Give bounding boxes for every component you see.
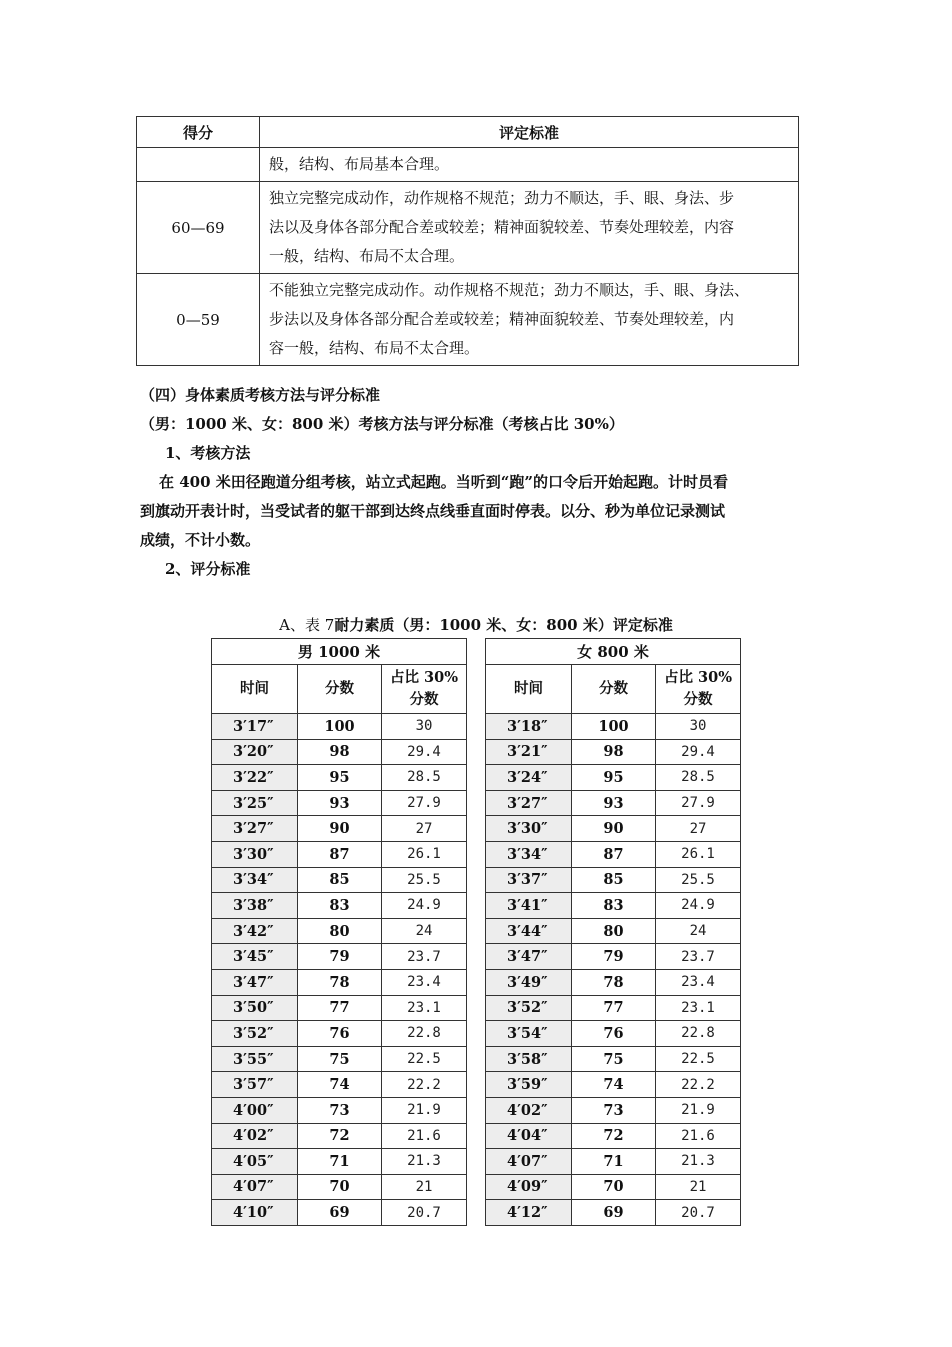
rubric-criteria-line: 一般，结构、布局不太合理。: [269, 247, 465, 265]
cell-time: 3′20″: [212, 739, 298, 765]
column-header-time: 时间: [212, 665, 298, 714]
table-title: 男 1000 米: [212, 639, 467, 665]
rubric-criteria: [260, 148, 799, 182]
table-row: [486, 1149, 741, 1175]
cell-score: 71: [572, 1149, 656, 1175]
table-row: [486, 893, 741, 919]
table-row: [212, 918, 467, 944]
section-subheading: （男：1000 米、女：800 米）考核方法与评分标准（考核占比 30%）: [140, 415, 624, 433]
cell-pct: 29.4: [382, 739, 467, 765]
cell-score: 93: [572, 790, 656, 816]
table-row: [212, 816, 467, 842]
table-row: [486, 739, 741, 765]
cell-score: 87: [298, 841, 382, 867]
cell-pct: 20.7: [382, 1200, 467, 1226]
cell-score: 87: [572, 841, 656, 867]
rubric-header-score: 得分: [137, 117, 260, 148]
cell-time: 3′24″: [486, 765, 572, 791]
cell-time: 4′09″: [486, 1174, 572, 1200]
rubric-criteria: [260, 182, 799, 274]
cell-pct: 21.3: [382, 1149, 467, 1175]
cell-time: 3′18″: [486, 714, 572, 740]
section-physical-fitness: [140, 381, 808, 584]
table-row: [486, 816, 741, 842]
rubric-score: [137, 148, 260, 182]
table-row: [212, 944, 467, 970]
cell-pct: 22.5: [382, 1046, 467, 1072]
table-row: [212, 893, 467, 919]
table-row: [486, 1021, 741, 1047]
table-row: [486, 918, 741, 944]
method-text-line: 在 400 米田径跑道分组考核，站立式起跑。当听到“跑”的口令后开始起跑。计时员看: [159, 473, 729, 491]
column-header-row: [486, 665, 741, 714]
cell-time: 3′47″: [212, 969, 298, 995]
rubric-row: [137, 182, 799, 274]
cell-time: 4′12″: [486, 1200, 572, 1226]
column-header-score: 分数: [298, 665, 382, 714]
cell-pct: 24: [382, 918, 467, 944]
cell-pct: 27.9: [656, 790, 741, 816]
cell-score: 75: [298, 1046, 382, 1072]
table-row: [212, 1046, 467, 1072]
cell-time: 3′52″: [212, 1021, 298, 1047]
column-header-pct-line: 占比 30%: [389, 669, 458, 686]
cell-score: 72: [298, 1123, 382, 1149]
table-row: [486, 995, 741, 1021]
cell-score: 70: [298, 1174, 382, 1200]
table-row: [486, 1200, 741, 1226]
cell-pct: 23.7: [382, 944, 467, 970]
table-row: [212, 1149, 467, 1175]
table-title-row: [212, 639, 467, 665]
table-caption: [0, 614, 952, 635]
table-row: [212, 1072, 467, 1098]
cell-pct: 25.5: [656, 867, 741, 893]
cell-pct: 21.6: [382, 1123, 467, 1149]
cell-score: 98: [572, 739, 656, 765]
rubric-criteria-line: 不能独立完整完成动作。动作规格不规范；劲力不顺达，手、眼、身法、: [269, 281, 750, 299]
table-row: [212, 995, 467, 1021]
cell-time: 3′52″: [486, 995, 572, 1021]
cell-score: 72: [572, 1123, 656, 1149]
table-caption-prefix: A、表 7: [279, 616, 335, 634]
table-row: [212, 739, 467, 765]
cell-pct: 23.1: [656, 995, 741, 1021]
rubric-criteria-line: 法以及身体各部分配合差或较差；精神面貌较差、节奏处理较差，内容: [269, 218, 735, 236]
table-caption-text: 耐力素质（男：1000 米、女：800 米）评定标准: [334, 616, 673, 634]
cell-pct: 22.5: [656, 1046, 741, 1072]
table-row: [212, 1021, 467, 1047]
cell-time: 4′02″: [486, 1097, 572, 1123]
cell-time: 3′41″: [486, 893, 572, 919]
cell-pct: 26.1: [656, 841, 741, 867]
cell-pct: 21.9: [382, 1097, 467, 1123]
female-800m-table: [485, 638, 741, 1226]
cell-time: 3′49″: [486, 969, 572, 995]
cell-pct: 22.2: [656, 1072, 741, 1098]
cell-score: 98: [298, 739, 382, 765]
table-row: [486, 944, 741, 970]
table-row: [212, 1200, 467, 1226]
cell-pct: 24.9: [382, 893, 467, 919]
male-table-body: [212, 714, 467, 1226]
method-text-line: 到旗动开表计时，当受试者的躯干部到达终点线垂直面时停表。以分、秒为单位记录测试: [140, 502, 726, 520]
cell-time: 4′00″: [212, 1097, 298, 1123]
cell-score: 85: [572, 867, 656, 893]
cell-time: 4′10″: [212, 1200, 298, 1226]
cell-pct: 26.1: [382, 841, 467, 867]
cell-time: 3′44″: [486, 918, 572, 944]
table-row: [486, 1097, 741, 1123]
column-header-pct-line: 分数: [409, 691, 439, 708]
cell-pct: 28.5: [382, 765, 467, 791]
cell-pct: 28.5: [656, 765, 741, 791]
cell-time: 3′59″: [486, 1072, 572, 1098]
cell-score: 69: [298, 1200, 382, 1226]
table-row: [486, 1046, 741, 1072]
rubric-criteria-line: 般，结构、布局基本合理。: [269, 155, 450, 173]
cell-score: 76: [572, 1021, 656, 1047]
cell-score: 90: [298, 816, 382, 842]
male-1000m-table: [211, 638, 467, 1226]
cell-pct: 20.7: [656, 1200, 741, 1226]
cell-time: 3′55″: [212, 1046, 298, 1072]
female-table-body: [486, 714, 741, 1226]
table-row: [212, 1097, 467, 1123]
cell-pct: 30: [656, 714, 741, 740]
cell-pct: 23.1: [382, 995, 467, 1021]
table-row: [212, 1123, 467, 1149]
method-title: 1、考核方法: [165, 444, 251, 462]
cell-score: 100: [298, 714, 382, 740]
cell-pct: 23.4: [656, 969, 741, 995]
cell-pct: 29.4: [656, 739, 741, 765]
cell-pct: 22.8: [656, 1021, 741, 1047]
cell-pct: 24.9: [656, 893, 741, 919]
cell-score: 77: [298, 995, 382, 1021]
table-row: [486, 714, 741, 740]
rubric-score: 0—59: [137, 274, 260, 366]
table-row: [486, 1072, 741, 1098]
cell-time: 3′34″: [212, 867, 298, 893]
cell-score: 78: [572, 969, 656, 995]
cell-score: 79: [572, 944, 656, 970]
cell-score: 100: [572, 714, 656, 740]
cell-score: 78: [298, 969, 382, 995]
method-text: [140, 468, 808, 555]
cell-score: 73: [572, 1097, 656, 1123]
cell-score: 77: [572, 995, 656, 1021]
cell-score: 79: [298, 944, 382, 970]
rubric-criteria-line: 容一般，结构、布局不太合理。: [269, 339, 480, 357]
table-row: [212, 765, 467, 791]
cell-score: 95: [298, 765, 382, 791]
rubric-row: [137, 148, 799, 182]
table-row: [486, 1123, 741, 1149]
cell-score: 83: [572, 893, 656, 919]
cell-score: 83: [298, 893, 382, 919]
cell-pct: 27: [656, 816, 741, 842]
cell-time: 4′07″: [212, 1174, 298, 1200]
cell-time: 3′17″: [212, 714, 298, 740]
table-row: [212, 1174, 467, 1200]
rubric-criteria-line: 独立完整完成动作，动作规格不规范；劲力不顺达，手、眼、身法、步: [269, 189, 735, 207]
rubric-criteria: [260, 274, 799, 366]
cell-pct: 23.7: [656, 944, 741, 970]
cell-time: 4′07″: [486, 1149, 572, 1175]
cell-time: 3′37″: [486, 867, 572, 893]
column-header-pct: [656, 665, 741, 714]
table-row: [212, 841, 467, 867]
cell-time: 4′05″: [212, 1149, 298, 1175]
column-header-pct-line: 占比 30%: [663, 669, 732, 686]
cell-time: 3′27″: [212, 816, 298, 842]
cell-time: 3′50″: [212, 995, 298, 1021]
cell-pct: 21.6: [656, 1123, 741, 1149]
cell-time: 3′30″: [212, 841, 298, 867]
cell-score: 74: [572, 1072, 656, 1098]
cell-score: 73: [298, 1097, 382, 1123]
rubric-header-criteria: 评定标准: [260, 117, 799, 148]
column-header-pct-line: 分数: [683, 691, 713, 708]
column-header-pct: [382, 665, 467, 714]
table-row: [486, 867, 741, 893]
table-row: [212, 867, 467, 893]
cell-pct: 21: [656, 1174, 741, 1200]
cell-time: 3′45″: [212, 944, 298, 970]
table-title: 女 800 米: [486, 639, 741, 665]
cell-score: 75: [572, 1046, 656, 1072]
cell-pct: 23.4: [382, 969, 467, 995]
cell-score: 69: [572, 1200, 656, 1226]
cell-pct: 22.2: [382, 1072, 467, 1098]
cell-time: 3′38″: [212, 893, 298, 919]
cell-score: 80: [298, 918, 382, 944]
rubric-criteria-line: 步法以及身体各部分配合差或较差；精神面貌较差、节奏处理较差，内: [269, 310, 735, 328]
cell-score: 76: [298, 1021, 382, 1047]
cell-pct: 24: [656, 918, 741, 944]
cell-time: 3′30″: [486, 816, 572, 842]
table-row: [212, 790, 467, 816]
rubric-row: [137, 274, 799, 366]
cell-pct: 21: [382, 1174, 467, 1200]
cell-time: 3′54″: [486, 1021, 572, 1047]
cell-pct: 27: [382, 816, 467, 842]
cell-time: 3′21″: [486, 739, 572, 765]
column-header-score: 分数: [572, 665, 656, 714]
cell-score: 70: [572, 1174, 656, 1200]
table-row: [486, 790, 741, 816]
cell-time: 3′57″: [212, 1072, 298, 1098]
cell-time: 3′25″: [212, 790, 298, 816]
cell-time: 3′58″: [486, 1046, 572, 1072]
cell-score: 74: [298, 1072, 382, 1098]
rubric-header-row: [137, 117, 799, 148]
table-row: [486, 969, 741, 995]
section-heading: （四）身体素质考核方法与评分标准: [140, 386, 381, 404]
cell-score: 85: [298, 867, 382, 893]
cell-time: 4′02″: [212, 1123, 298, 1149]
cell-pct: 21.3: [656, 1149, 741, 1175]
column-header-time: 时间: [486, 665, 572, 714]
method-text-line: 成绩，不计小数。: [140, 531, 261, 549]
rubric-table: [136, 116, 799, 366]
cell-score: 90: [572, 816, 656, 842]
cell-pct: 30: [382, 714, 467, 740]
table-row: [486, 1174, 741, 1200]
table-row: [486, 765, 741, 791]
cell-time: 3′42″: [212, 918, 298, 944]
table-row: [212, 714, 467, 740]
cell-time: 3′47″: [486, 944, 572, 970]
cell-time: 4′04″: [486, 1123, 572, 1149]
table-title-row: [486, 639, 741, 665]
rubric-score: 60—69: [137, 182, 260, 274]
cell-pct: 21.9: [656, 1097, 741, 1123]
column-header-row: [212, 665, 467, 714]
cell-score: 95: [572, 765, 656, 791]
scoring-title: 2、评分标准: [165, 560, 251, 578]
cell-score: 80: [572, 918, 656, 944]
cell-time: 3′22″: [212, 765, 298, 791]
cell-time: 3′27″: [486, 790, 572, 816]
cell-time: 3′34″: [486, 841, 572, 867]
cell-score: 71: [298, 1149, 382, 1175]
cell-pct: 22.8: [382, 1021, 467, 1047]
table-row: [212, 969, 467, 995]
cell-score: 93: [298, 790, 382, 816]
table-row: [486, 841, 741, 867]
cell-pct: 25.5: [382, 867, 467, 893]
cell-pct: 27.9: [382, 790, 467, 816]
